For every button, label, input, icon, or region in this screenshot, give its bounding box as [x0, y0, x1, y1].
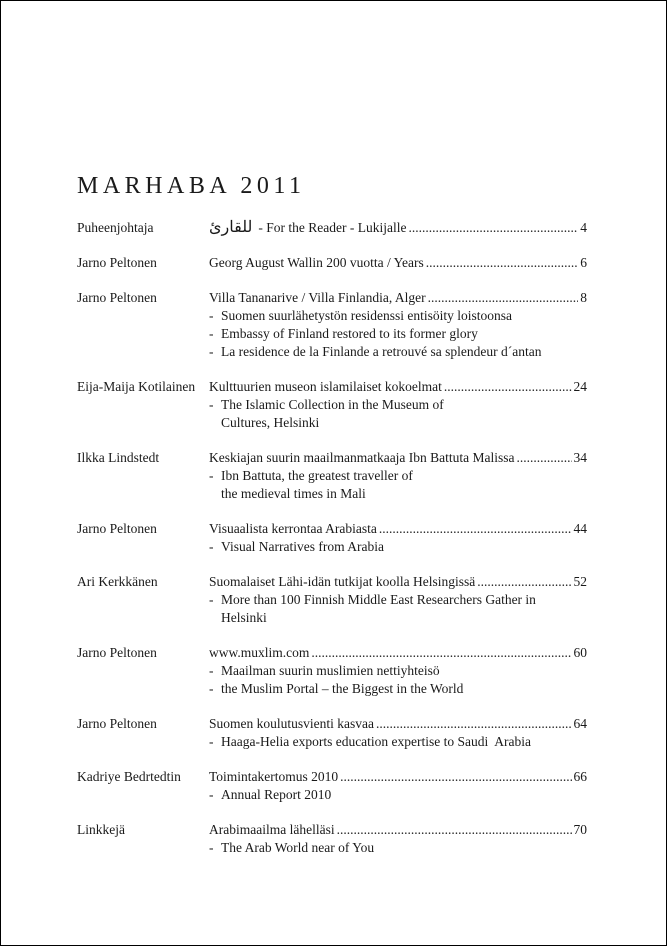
toc-subtitle: - More than 100 Finnish Middle East Researchers Gather in Helsinki — [209, 592, 536, 625]
toc-entry — [77, 821, 587, 857]
page-title: MARHABA 2011 — [77, 173, 306, 199]
toc-subtitle: - Annual Report 2010 — [209, 787, 332, 802]
toc-page-number: 24 — [573, 379, 587, 394]
toc-title: Georg August Wallin 200 vuotta / Years — [209, 255, 424, 270]
toc-author: Jarno Peltonen — [77, 290, 157, 305]
toc-page-number: 8 — [580, 290, 587, 305]
toc-subtitle: - La residence de la Finlande a retrouvé sa splendeur d´antan — [209, 344, 542, 359]
toc-entry — [77, 219, 587, 237]
toc-page-number: 70 — [573, 822, 587, 837]
toc-leader-dots — [477, 573, 571, 591]
toc-entry — [77, 449, 587, 503]
table-of-contents — [77, 219, 587, 874]
toc-page-number: 66 — [573, 769, 587, 784]
toc-subtitle: - The Islamic Collection in the Museum of Cultures, Helsinki — [209, 397, 444, 430]
toc-title: - For the Reader - Lukijalle — [258, 220, 407, 235]
toc-title: www.muxlim.com — [209, 645, 310, 660]
toc-leader-dots — [444, 378, 572, 396]
toc-leader-dots — [337, 821, 572, 839]
toc-leader-dots — [376, 715, 572, 733]
toc-author: Jarno Peltonen — [77, 255, 157, 270]
toc-title: Kulttuurien museon islamilaiset kokoelmat — [209, 379, 442, 394]
toc-subtitle: - Ibn Battuta, the greatest traveller of the medieval times in Mali — [209, 468, 413, 501]
toc-page-number: 60 — [573, 645, 587, 660]
toc-entry — [77, 520, 587, 556]
toc-subtitle: - Embassy of Finland restored to its former glory — [209, 326, 478, 341]
toc-entry — [77, 715, 587, 751]
toc-page-number: 64 — [573, 716, 587, 731]
toc-author: Linkkejä — [77, 822, 125, 837]
toc-author: Eija-Maija Kotilainen — [77, 379, 196, 394]
toc-entry — [77, 573, 587, 627]
toc-leader-dots — [340, 768, 571, 786]
toc-author: Ari Kerkkänen — [77, 574, 158, 589]
toc-leader-dots — [517, 449, 572, 467]
toc-author: Jarno Peltonen — [77, 645, 157, 660]
toc-page-number: 4 — [580, 220, 587, 235]
toc-entry — [77, 768, 587, 804]
toc-entry — [77, 378, 587, 432]
toc-subtitle: - Haaga-Helia exports education expertise to Saudi Arabia — [209, 734, 532, 749]
toc-leader-dots — [311, 644, 571, 662]
toc-title: Suomalaiset Lähi-idän tutkijat koolla Helsingissä — [209, 574, 476, 589]
toc-author: Kadriye Bedrtedtin — [77, 769, 181, 784]
toc-title: Arabimaailma lähelläsi — [209, 822, 335, 837]
toc-page-number: 34 — [573, 450, 587, 465]
toc-leader-dots — [428, 289, 579, 307]
toc-title: Suomen koulutusvienti kasvaa — [209, 716, 374, 731]
toc-author: Ilkka Lindstedt — [77, 450, 160, 465]
toc-leader-dots — [379, 520, 572, 538]
toc-entry — [77, 644, 587, 698]
toc-author: Jarno Peltonen — [77, 521, 157, 536]
toc-subtitle: - The Arab World near of You — [209, 840, 375, 855]
toc-entry — [77, 254, 587, 272]
toc-title: Keskiajan suurin maailmanmatkaaja Ibn Battuta Malissa — [209, 450, 515, 465]
toc-page-number: 6 — [580, 255, 587, 270]
toc-page-number: 52 — [573, 574, 587, 589]
toc-author: Puheenjohtaja — [77, 220, 154, 235]
toc-arabic-title: للقارئ — [209, 219, 253, 236]
toc-subtitle: - Suomen suurlähetystön residenssi entisöity loistoonsa — [209, 308, 512, 323]
toc-leader-dots — [408, 219, 578, 237]
toc-author: Jarno Peltonen — [77, 716, 157, 731]
toc-subtitle: - Visual Narratives from Arabia — [209, 539, 385, 554]
toc-page-number: 44 — [573, 521, 587, 536]
toc-entry — [77, 289, 587, 361]
toc-subtitle: - Maailman suurin muslimien nettiyhteisö — [209, 663, 440, 678]
toc-title: Villa Tananarive / Villa Finlandia, Alger — [209, 290, 426, 305]
toc-title: Visuaalista kerrontaa Arabiasta — [209, 521, 377, 536]
toc-title: Toimintakertomus 2010 — [209, 769, 339, 784]
toc-subtitle: - the Muslim Portal – the Biggest in the World — [209, 681, 464, 696]
toc-leader-dots — [426, 254, 578, 272]
